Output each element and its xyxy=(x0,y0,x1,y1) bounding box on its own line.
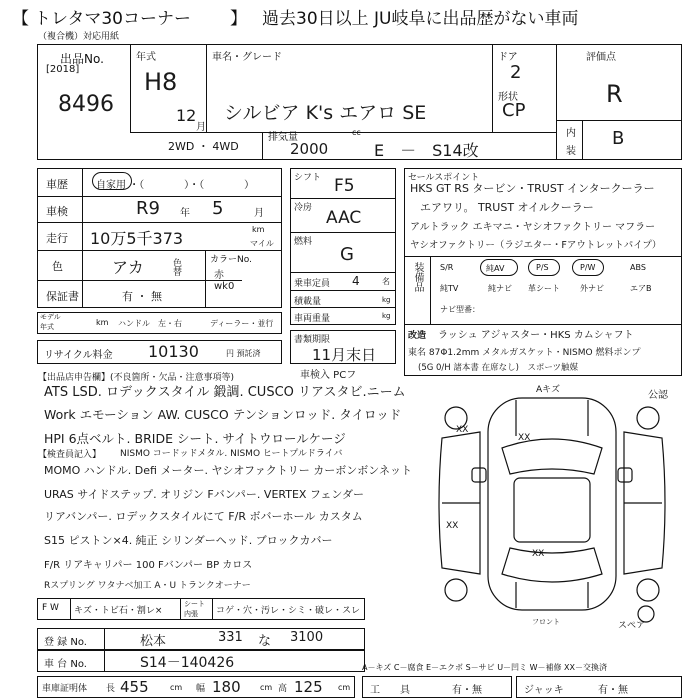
mileage-unit-mile: マイル xyxy=(250,239,274,248)
inspector-lines xyxy=(44,381,424,449)
model-row-dealer: ディーラー・並行 xyxy=(210,319,274,328)
history-options: 自家用 ・（ ）・（ ） xyxy=(96,180,255,191)
displacement-label: 排気量 xyxy=(268,132,298,143)
equipment-pw: P/W xyxy=(580,263,596,272)
inspector-label: 【出品店申告欄】(不良箇所・欠品・注意事項等) xyxy=(38,373,235,383)
shape-value: CP xyxy=(502,100,526,121)
displacement-unit: cc xyxy=(352,128,361,137)
chassis-label: 車 台 No. xyxy=(44,659,87,670)
doc-period-label: 書類期限 xyxy=(294,335,331,345)
sales-point-line: エアワリ。 TRUST オイルクーラー xyxy=(420,201,594,214)
car-windshield xyxy=(502,439,602,474)
inspector-line: NISMO コードッドメタル. NISMO ヒートプルドライバ xyxy=(120,449,343,459)
seat-label: シート 内張 xyxy=(184,600,205,618)
wheel-fr xyxy=(637,407,659,429)
interior-value: B xyxy=(612,128,625,149)
equipment-ps-circle xyxy=(528,259,560,276)
inspector-line: ATS LSD. ロデックスタイル 鍛調. CUSCO リアスタビ.ニーム xyxy=(44,385,406,400)
model-year-value: H8 xyxy=(144,68,178,96)
inspector-lines-2 xyxy=(44,446,444,596)
inspector-line: リアバンパー. ロデックスタイルにて F/R ボバーホール カスタム xyxy=(44,510,363,523)
mileage-label: 走行 xyxy=(46,232,68,245)
color-no-value: 赤 wk0 xyxy=(214,270,235,292)
navi-model-label: ナビ型番： xyxy=(440,305,480,314)
load-unit: kg xyxy=(382,296,391,304)
left-mirror xyxy=(472,468,486,482)
inspector-label-2: 【検査員記入】 xyxy=(38,450,102,460)
doc-period-value: 11月末日 xyxy=(312,346,377,364)
lot-year-tag: [2018] xyxy=(46,64,80,75)
capacity-unit: 名 xyxy=(382,277,390,286)
inspection-month: 5 xyxy=(212,198,224,219)
sales-point-line: アルトラック エキマニ・ヤシオファクトリー マフラー xyxy=(410,222,656,233)
modified-line-3: (5G 0/H 諸本書 在席なし) スポーツ触媒 xyxy=(418,363,579,373)
jack-label: ジャッキ xyxy=(524,685,564,696)
header-subtitle: 過去30日以上 JU岐阜に出品歴がない車両 xyxy=(262,9,579,29)
sales-point-line: HKS GT RS タービン・TRUST インタークーラー xyxy=(410,182,655,195)
model-year-label: 年式 xyxy=(136,52,156,63)
recycle-value: 10130 xyxy=(148,342,199,361)
inspector-line: Rスプリング ワタナベ加工 A・U トランクオーナー xyxy=(44,581,251,591)
certificate-unit-2: cm xyxy=(260,683,273,692)
mileage-value: 10万5千373 xyxy=(90,229,184,248)
inspector-line: F/R リアキャリパー 100 Fバンパー BP カロス xyxy=(44,560,253,571)
history-circle xyxy=(92,172,132,190)
equipment-sr: S/R xyxy=(440,263,454,272)
modified-label: 改造 xyxy=(408,331,427,341)
certificate-length-label: 長 xyxy=(106,684,116,694)
inspector-line: HPI 6点ベルト. BRIDE シート. サイトウロールケージ xyxy=(44,431,346,446)
color-change-label: 色替 xyxy=(171,258,181,276)
fw-label: F W xyxy=(42,603,59,613)
car-name-label: 車名・グレード xyxy=(212,52,282,63)
sales-point-line: ヤシオファクトリー（ラジエター・Fアウトレットパイプ） xyxy=(410,240,662,251)
lot-number: 8496 xyxy=(58,92,114,117)
header-bracket-close: 】 xyxy=(230,9,247,29)
aircon-value: AAC xyxy=(326,208,362,228)
displacement-value: 2000 xyxy=(290,140,329,158)
tools-value: 有・無 xyxy=(452,685,482,696)
weight-unit: kg xyxy=(382,312,391,320)
equipment-airbag: エアB xyxy=(630,284,652,293)
certificate-height: 125 xyxy=(294,678,323,696)
inspector-line: S15 ピストン×4. 純正 シリンダーヘッド. ブロックカバー xyxy=(44,534,333,547)
inspector-line: URAS サイドステップ. オリジン Fバンパー. VERTEX フェンダー xyxy=(44,488,364,501)
equipment-leather: 革シート xyxy=(528,284,560,293)
car-body-outline xyxy=(488,398,616,610)
modified-stamp: 公認 xyxy=(648,390,668,401)
interior-label-top: 内 xyxy=(566,128,576,139)
equipment-pw-circle xyxy=(572,259,604,276)
inspection-year-unit: 年 xyxy=(180,208,190,219)
capacity-value: 4 xyxy=(352,274,360,288)
damage-mark: XX xyxy=(456,425,469,435)
shift-label: シフト xyxy=(294,173,322,183)
wheel-rl xyxy=(445,579,467,601)
damage-mark: XX xyxy=(446,521,459,531)
equipment-tv: 純TV xyxy=(440,284,459,293)
model-row-handle: ハンドル 左・右 xyxy=(118,319,182,328)
car-damage-diagram xyxy=(432,378,672,628)
modified-line-1: ラッシュ アジャスター・HKS カムシャフト xyxy=(438,330,634,341)
fw-damage: キズ・トビ石・割レ× xyxy=(74,606,163,616)
equipment-row-2 xyxy=(436,280,680,296)
interior-label-bottom: 装 xyxy=(566,146,576,157)
inspection-label: 車検 xyxy=(46,205,68,218)
certificate-label: 車庫証明体 xyxy=(42,684,88,694)
inspection-era: R9 xyxy=(136,198,160,219)
recycle-unit: 円 預託済 xyxy=(226,349,261,358)
equipment-navi: 純ナビ xyxy=(488,284,512,293)
warranty-label: 保証書 xyxy=(46,290,79,303)
history-label: 車歴 xyxy=(46,178,68,191)
shift-value: F5 xyxy=(334,176,355,196)
sales-point-lines xyxy=(410,180,680,256)
load-label: 積載量 xyxy=(294,297,322,307)
car-trunk xyxy=(516,582,588,608)
inspector-note-top: 車検入 PCフ xyxy=(300,370,357,381)
car-name-value: シルビア K's エアロ SE xyxy=(224,102,427,124)
registration-number: 3100 xyxy=(290,630,324,645)
aircon-label: 冷房 xyxy=(294,203,313,213)
spare-label: スペア xyxy=(618,621,646,628)
seat-damage: コゲ・穴・汚レ・シミ・破レ・スレ xyxy=(216,606,361,616)
certificate-unit-1: cm xyxy=(170,683,183,692)
model-code: E － S14改 xyxy=(374,141,479,160)
header-title: トレタマ30コーナー xyxy=(34,9,191,29)
spare-tire xyxy=(638,606,654,622)
recycle-label: リサイクル料金 xyxy=(44,350,113,361)
chassis-value: S14－140426 xyxy=(140,655,235,671)
registration-place: 松本 xyxy=(140,634,167,649)
capacity-label: 乗車定員 xyxy=(294,279,331,289)
fuel-label: 燃料 xyxy=(294,237,313,247)
equipment-av: 純AV xyxy=(486,264,505,273)
header-bracket-open: 【 xyxy=(12,9,29,29)
equipment-av-circle xyxy=(480,259,518,276)
certificate-unit-3: cm xyxy=(338,683,351,692)
modified-line-2: 東名 87Φ1.2mm メタルガスケット・NISMO 燃料ポンプ xyxy=(408,348,641,358)
doors-value: 2 xyxy=(510,62,522,83)
weight-label: 車両重量 xyxy=(294,314,331,324)
equipment-abs: ABS xyxy=(630,263,646,272)
rating-value: R xyxy=(606,80,623,108)
car-roof xyxy=(514,478,590,542)
car-hood xyxy=(516,400,588,436)
right-mirror xyxy=(618,468,632,482)
mileage-unit-km: km xyxy=(252,225,265,234)
shape-label: 形状 xyxy=(498,92,518,103)
wheel-rr xyxy=(637,579,659,601)
legend-text: A－キズ C－腐食 E－エクボ S－サビ U－凹ミ W－補修 XX－交換済 xyxy=(362,663,608,672)
certificate-length: 455 xyxy=(120,678,149,696)
jack-value: 有・無 xyxy=(598,685,628,696)
drive-label: 2WD ・ 4WD xyxy=(168,140,239,153)
registration-label: 登 録 No. xyxy=(44,637,87,648)
color-value: アカ xyxy=(112,258,144,277)
color-label: 色 xyxy=(52,260,63,273)
diagram-note-bottom: フロント xyxy=(532,618,560,626)
damage-mark: XX xyxy=(532,549,545,559)
tools-label: 工 具 xyxy=(370,685,410,696)
registration-class: 331 xyxy=(218,630,243,645)
equipment-ext-navi: 外ナビ xyxy=(580,284,604,293)
inspector-line: MOMO ハンドル. Defi メーター. ヤシオファクトリー カーボンボンネット xyxy=(44,464,412,477)
model-row-label: モデル 年式 xyxy=(40,313,61,331)
sales-point-label: セールスポイント xyxy=(408,173,480,183)
fuel-value: G xyxy=(340,244,354,265)
certificate-width-label: 幅 xyxy=(196,684,206,694)
model-row-km: km xyxy=(96,318,109,327)
warranty-value: 有 ・ 無 xyxy=(122,290,162,303)
equipment-ps: P/S xyxy=(536,263,549,272)
diagram-note-top: Aキズ xyxy=(536,385,560,395)
rating-label: 評価点 xyxy=(586,52,616,63)
model-month-value: 12 xyxy=(176,106,197,125)
color-no-label: カラーNo. xyxy=(210,255,252,265)
model-month-unit: 月 xyxy=(196,122,206,133)
certificate-width: 180 xyxy=(212,678,241,696)
header-bar xyxy=(0,0,700,30)
certificate-height-label: 高 xyxy=(278,684,288,694)
registration-kana: な xyxy=(258,634,272,649)
inspection-month-unit: 月 xyxy=(254,208,264,219)
equipment-label: 装備品 xyxy=(412,262,423,292)
inspector-line: Work エモーション AW. CUSCO テンションロッド. タイロッド xyxy=(44,407,402,422)
combo-note: （複合機）対応用紙 xyxy=(38,32,120,42)
doors-label: ドア xyxy=(498,52,518,63)
car-rear-window xyxy=(502,548,602,582)
lot-label: 出品No. xyxy=(60,52,104,66)
damage-mark: XX xyxy=(518,433,531,443)
